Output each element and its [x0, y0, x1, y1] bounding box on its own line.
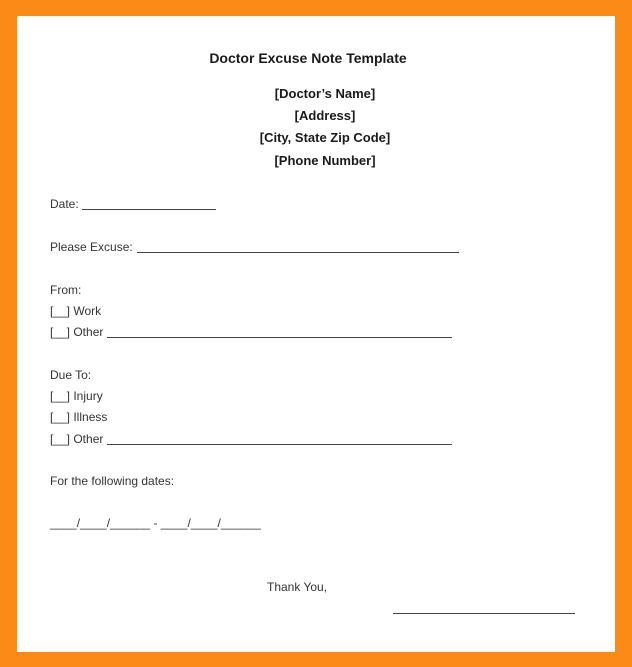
date-label: Date:	[50, 197, 79, 211]
due-to-option-injury: [__] Injury	[50, 389, 103, 403]
signature-line	[393, 613, 575, 614]
phone-number-line: [Phone Number]	[274, 153, 376, 168]
please-excuse-label: Please Excuse:	[50, 240, 133, 254]
due-to-other-blank-line	[107, 444, 452, 445]
from-label: From:	[50, 283, 82, 297]
from-option-work: [__] Work	[50, 304, 102, 318]
due-to-label: Due To:	[50, 368, 92, 382]
from-other-blank-line	[107, 337, 452, 338]
due-to-option-other: [__] Other	[50, 432, 104, 446]
closing-text: Thank You,	[267, 580, 328, 594]
following-dates-label: For the following dates:	[50, 474, 175, 488]
address-line: [Address]	[294, 108, 356, 123]
doctor-name-line: [Doctor’s Name]	[274, 86, 376, 101]
date-blank-line	[82, 209, 216, 210]
city-state-zip-line: [City, State Zip Code]	[259, 130, 391, 145]
please-excuse-blank-line	[137, 252, 459, 253]
from-option-other: [__] Other	[50, 325, 104, 339]
date-range-blanks: ____/____/______ - ____/____/______	[50, 516, 261, 530]
document-title: Doctor Excuse Note Template	[209, 50, 407, 66]
due-to-option-illness: [__] Illness	[50, 410, 108, 424]
